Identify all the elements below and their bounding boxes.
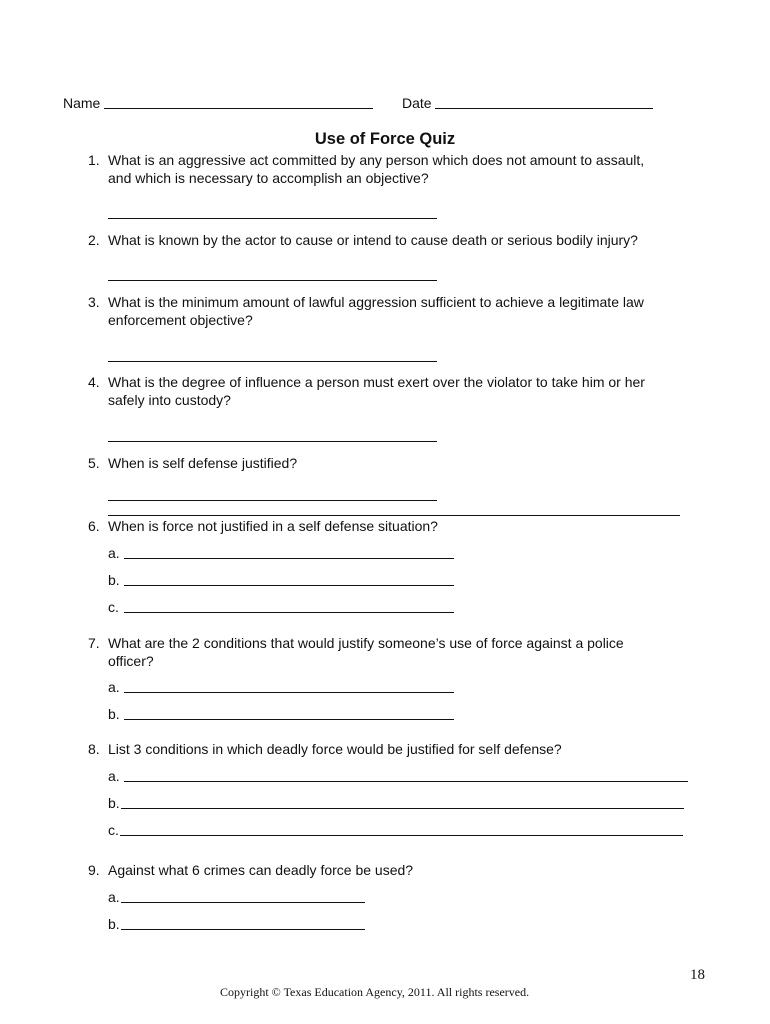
question-7-number: 7.: [88, 635, 100, 651]
question-5-number: 5.: [88, 455, 100, 471]
question-6-option-c-label: c.: [108, 599, 119, 615]
question-9-number: 9.: [88, 862, 100, 878]
question-7-option-b-line[interactable]: [124, 719, 454, 720]
question-4-answer-line[interactable]: [108, 441, 437, 442]
question-7-text-line-1: What are the 2 conditions that would justify someone’s use of force against a police: [108, 635, 624, 651]
question-3-text-line-1: What is the minimum amount of lawful aggression sufficient to achieve a legitimate law: [108, 294, 644, 310]
page-title: Use of Force Quiz: [314, 130, 456, 148]
question-9-option-b-line[interactable]: [121, 929, 365, 930]
date-field[interactable]: [435, 108, 653, 109]
question-8-option-b-label: b.: [108, 795, 120, 811]
question-6-option-c-line[interactable]: [124, 612, 454, 613]
question-7-text-line-2: officer?: [108, 653, 154, 669]
question-7-option-a-label: a.: [108, 679, 120, 695]
question-3-number: 3.: [88, 294, 100, 310]
question-2-answer-line[interactable]: [108, 280, 437, 281]
question-5-answer-line-2[interactable]: [108, 515, 680, 516]
question-5-answer-line-1[interactable]: [108, 500, 437, 501]
question-6-option-b-label: b.: [108, 572, 120, 588]
question-2-number: 2.: [88, 232, 100, 248]
page-number: 18: [690, 967, 705, 983]
question-7-option-b-label: b.: [108, 706, 120, 722]
question-8-option-b-line[interactable]: [121, 808, 684, 809]
question-8-option-c-line[interactable]: [120, 835, 683, 836]
question-9-option-a-line[interactable]: [121, 902, 365, 903]
question-1-number: 1.: [88, 152, 100, 168]
copyright-notice: Copyright © Texas Education Agency, 2011. All rights reserved.: [220, 985, 530, 999]
name-label: Name: [63, 95, 101, 111]
question-8-option-a-line[interactable]: [124, 781, 688, 782]
question-3-answer-line[interactable]: [108, 361, 437, 362]
question-1-answer-line[interactable]: [108, 218, 437, 219]
question-7-option-a-line[interactable]: [124, 692, 454, 693]
question-6-option-b-line[interactable]: [124, 585, 454, 586]
question-4-number: 4.: [88, 374, 100, 390]
question-6-text-line-1: When is force not justified in a self defense situation?: [108, 518, 438, 534]
question-8-option-a-label: a.: [108, 768, 120, 784]
question-4-text-line-2: safely into custody?: [108, 392, 231, 408]
question-2-text-line-1: What is known by the actor to cause or intend to cause death or serious bodily injury?: [108, 232, 638, 248]
question-1-text-line-2: and which is necessary to accomplish an objective?: [108, 170, 429, 186]
question-9-option-b-label: b.: [108, 916, 120, 932]
question-9-option-a-label: a.: [108, 889, 120, 905]
question-9-text-line-1: Against what 6 crimes can deadly force be used?: [108, 862, 414, 878]
question-4-text-line-1: What is the degree of influence a person must exert over the violator to take him or her: [108, 374, 645, 390]
question-5-text-line-1: When is self defense justified?: [108, 455, 298, 471]
question-8-option-c-label: c.: [108, 822, 119, 838]
name-field[interactable]: [104, 108, 373, 109]
question-1-text-line-1: What is an aggressive act committed by any person which does not amount to assault,: [108, 152, 645, 168]
question-6-option-a-label: a.: [108, 545, 120, 561]
question-8-text-line-1: List 3 conditions in which deadly force would be justified for self defense?: [108, 741, 562, 757]
question-3-text-line-2: enforcement objective?: [108, 312, 253, 328]
question-6-number: 6.: [88, 518, 100, 534]
question-6-option-a-line[interactable]: [124, 558, 454, 559]
question-8-number: 8.: [88, 741, 100, 757]
date-label: Date: [402, 95, 432, 111]
